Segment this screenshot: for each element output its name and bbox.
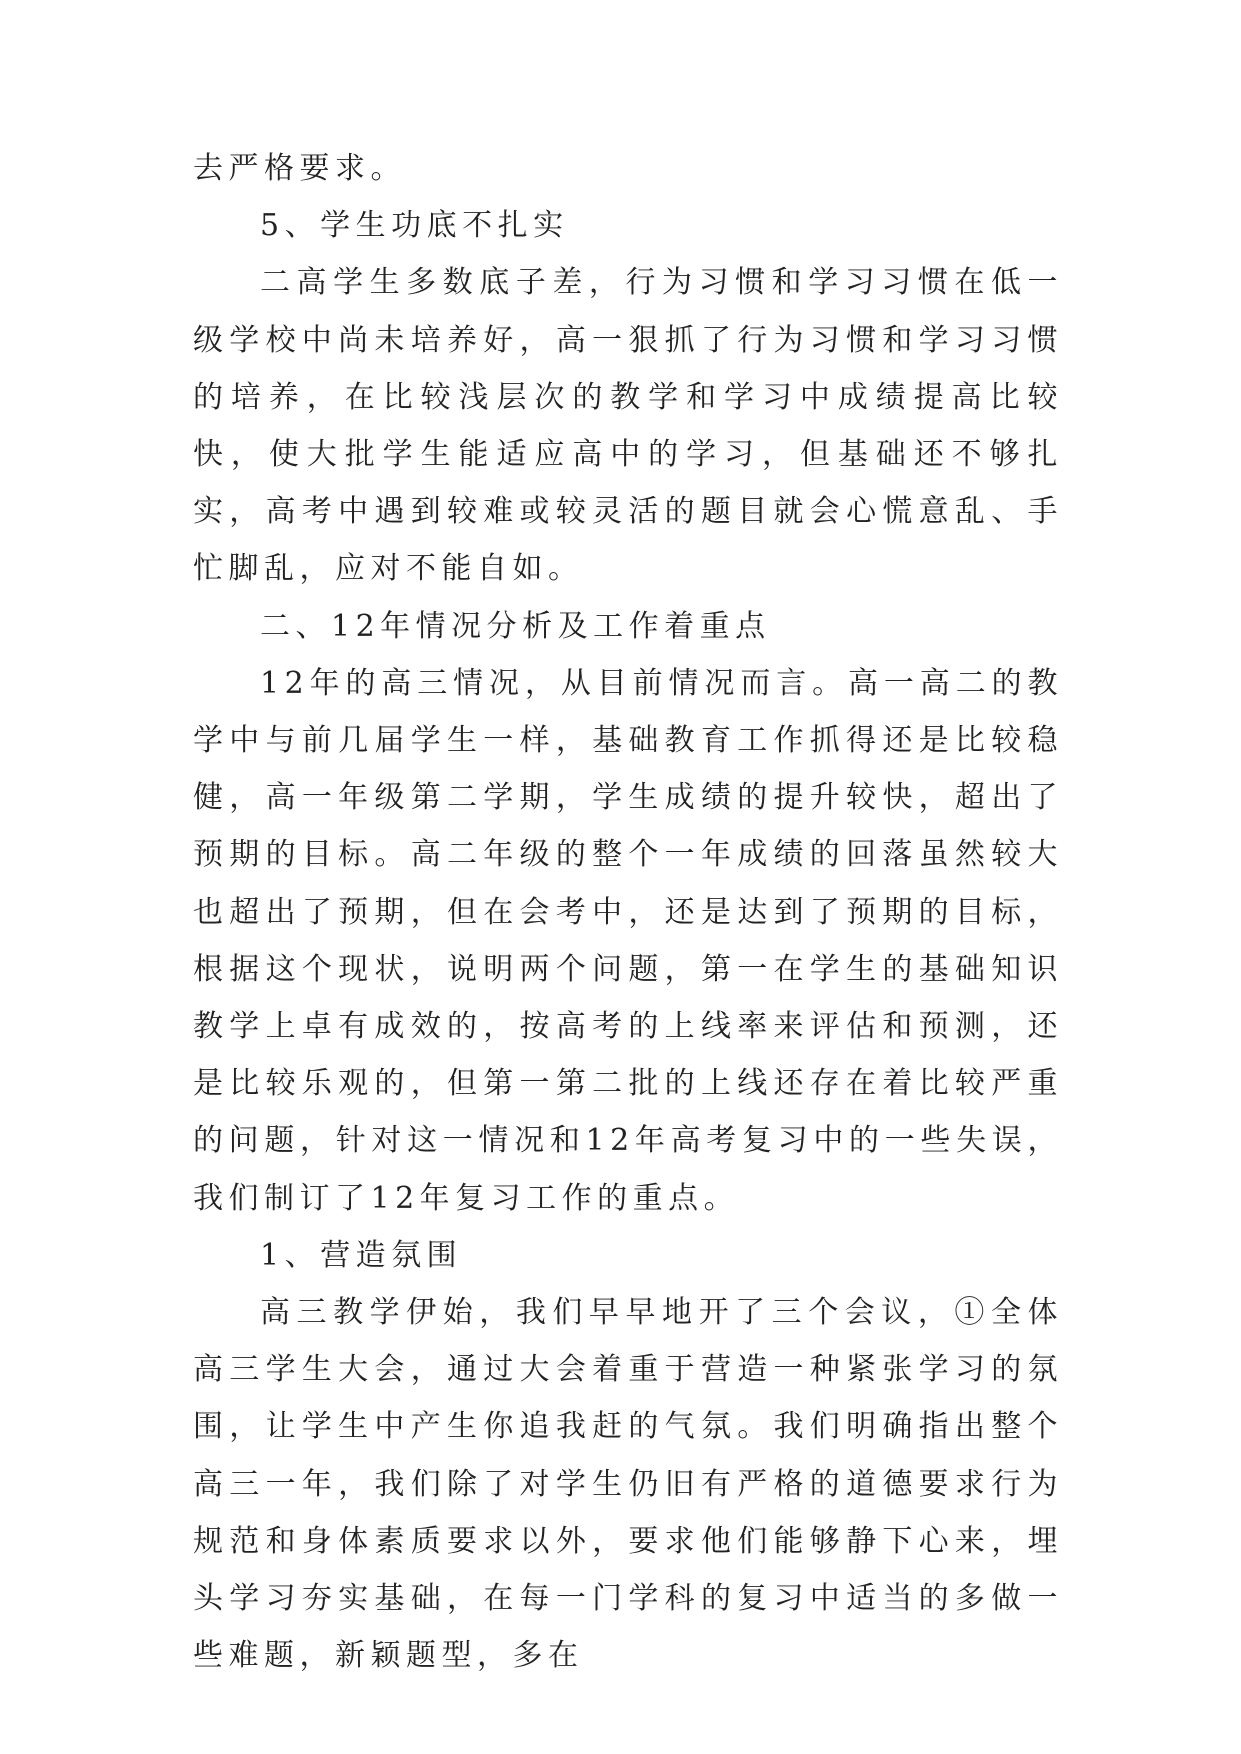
section-heading-foundation: 5、学生功底不扎实 — [260, 208, 569, 244]
paragraph-foundation: 二高学生多数底子差，行为习惯和学习习惯在低一级学校中尚未培养好，高一狠抓了行为习惯和学习习惯的培养，在比较浅层次的教学和学习中成绩提高比较快，使大批学生能适应高中的学习，但基础还不够扎实，高考中遇到较难或较灵活的题目就会心慌意乱、手忙脚乱，应对不能自如。 — [193, 265, 1063, 587]
section-heading-analysis: 二、12年情况分析及工作着重点 — [260, 608, 771, 644]
section-heading-atmosphere: 1、营造氛围 — [260, 1237, 463, 1273]
document-body — [193, 140, 1063, 1684]
paragraph-analysis: 12年的高三情况，从目前情况而言。高一高二的教学中与前几届学生一样，基础教育工作抓得还是比较稳健，高一年级第二学期，学生成绩的提升较快，超出了预期的目标。高二年级的整个一年成绩的回落虽然较大也超出了预期，但在会考中，还是达到了预期的目标，根据这个现状，说明两个问题，第一在学生的基础知识教学上卓有成效的，按高考的上线率来评估和预测，还是比较乐观的，但第一第二批的上线还存在着比较严重的问题，针对这一情况和12年高考复习中的一些失误，我们制订了12年复习工作的重点。 — [193, 665, 1063, 1216]
paragraph-continuation: 去严格要求。 — [193, 151, 406, 186]
paragraph-atmosphere: 高三教学伊始，我们早早地开了三个会议，①全体高三学生大会，通过大会着重于营造一种紧张学习的氛围，让学生中产生你追我赶的气氛。我们明确指出整个高三一年，我们除了对学生仍旧有严格的道德要求行为规范和身体素质要求以外，要求他们能够静下心来，埋头学习夯实基础，在每一门学科的复习中适当的多做一些难题，新颖题型，多在 — [193, 1295, 1063, 1674]
